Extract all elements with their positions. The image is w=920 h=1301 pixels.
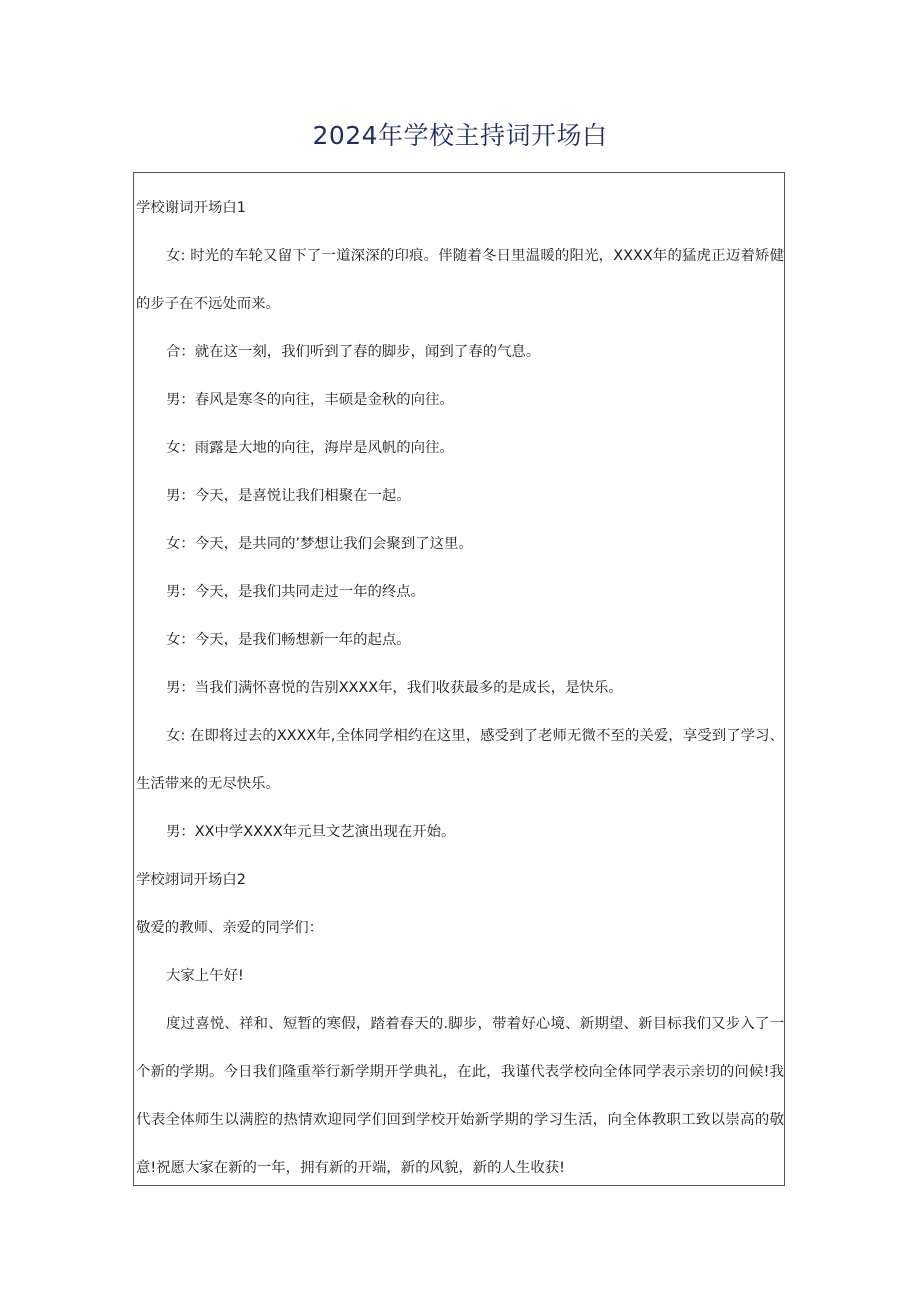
paragraph-line: 合：就在这一刻，我们听到了春的脚步，闻到了春的气息。 (166, 344, 541, 360)
greeting: 大家上午好! (166, 968, 244, 984)
paragraph-line: 生活带来的无尽快乐。 (136, 776, 280, 792)
paragraph-line: 男：当我们满怀喜悦的告别XXXX年，我们收获最多的是成长，是快乐。 (166, 680, 623, 696)
document-title: 2024年学校主持词开场白 (312, 121, 608, 150)
paragraph-line: 个新的学期。今日我们隆重举行新学期开学典礼，在此，我谨代表学校向全体同学表示亲切的问候!我 (136, 1064, 784, 1080)
paragraph-line: 的步子在不远处而来。 (136, 296, 280, 312)
paragraph-line: 男：今天，是我们共同走过一年的终点。 (166, 584, 426, 600)
paragraph-line: 度过喜悦、祥和、短暂的寒假，踏着春天的.脚步，带着好心境、新期望、新目标我们又步入了一 (166, 1016, 784, 1032)
paragraph-line: 女: 时光的车轮又留下了一道深深的印痕。伴随着冬日里温暖的阳光，XXXX年的猛虎正迈着矫健 (166, 248, 784, 264)
paragraph-line: 女：雨露是大地的向往，海岸是风帆的向往。 (166, 440, 454, 456)
section-heading-1: 学校谢词开场白1 (136, 200, 246, 216)
paragraph-line: 女：今天，是共同的’梦想让我们会聚到了这里。 (166, 536, 473, 552)
salutation: 敬爱的教师、亲爱的同学们： (136, 920, 324, 936)
paragraph-line: 男：今天，是喜悦让我们相聚在一起。 (166, 488, 411, 504)
paragraph-line: 男：春风是寒冬的向往，丰硕是金秋的向往。 (166, 392, 454, 408)
document-body (136, 184, 784, 1192)
section-heading-2: 学校翊词开场白2 (136, 872, 246, 888)
paragraph-line: 女: 在即将过去的XXXX年,全体同学相约在这里，感受到了老师无微不至的关爱，享受到了学习、 (166, 728, 784, 744)
paragraph-line: 意!祝愿大家在新的一年，拥有新的开端，新的风貌，新的人生收获! (136, 1160, 565, 1176)
paragraph-line: 男：XX中学XXXX年元旦文艺演出现在开始。 (166, 824, 456, 840)
paragraph-line: 女：今天，是我们畅想新一年的起点。 (166, 632, 411, 648)
paragraph-line: 代表全体师生以满腔的热情欢迎同学们回到学校开始新学期的学习生活，向全体教职工致以崇高的敬 (136, 1112, 784, 1128)
